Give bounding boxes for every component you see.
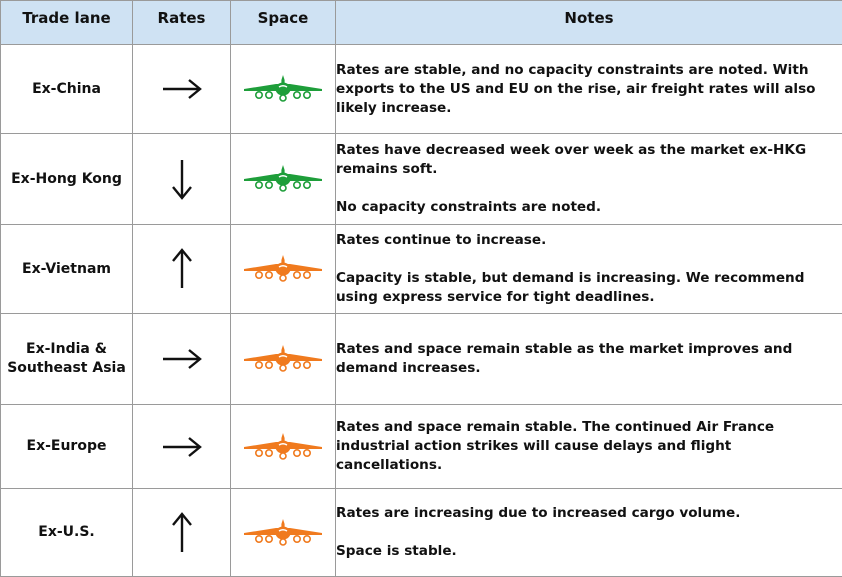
airplane-icon	[231, 518, 335, 548]
notes-cell	[336, 405, 842, 489]
trade-lane-cell: Ex-U.S.	[1, 489, 133, 577]
rate-cell	[133, 225, 231, 314]
note-text: No capacity constraints are noted.	[336, 199, 602, 215]
table-row	[1, 489, 842, 577]
table-row	[1, 314, 842, 405]
note-text: Capacity is stable, but demand is increasing. We recommend using express service for tight deadlines.	[336, 270, 805, 305]
header-trade-lane: Trade lane	[1, 1, 133, 45]
trade-lane-cell: Ex-China	[1, 45, 133, 134]
table-row	[1, 134, 842, 225]
arrow-down-icon	[133, 158, 230, 200]
note-text: Rates have decreased week over week as the market ex-HKG remains soft.	[336, 142, 807, 177]
note-text: Rates are increasing due to increased cargo volume.	[336, 505, 741, 521]
trade-lane-cell: Ex-Europe	[1, 405, 133, 489]
arrow-right-icon	[133, 344, 230, 374]
arrow-up-icon	[133, 512, 230, 554]
table-row	[1, 225, 842, 314]
trade-lane-cell: Ex-Hong Kong	[1, 134, 133, 225]
space-cell	[231, 405, 336, 489]
trade-lane-line: Southeast Asia	[7, 360, 126, 376]
note-text: Rates and space remain stable. The continued Air France industrial action strikes will cause delays and flight cancellations.	[336, 419, 775, 473]
note-text: Rates are stable, and no capacity constraints are noted. With exports to the US and EU on the rise, air freight rates will also likely increase.	[336, 61, 816, 116]
header-space: Space	[231, 1, 336, 45]
space-cell	[231, 489, 336, 577]
note-text: Rates and space remain stable as the market improves and demand increases.	[336, 341, 793, 376]
airplane-icon	[231, 344, 335, 374]
space-cell	[231, 45, 336, 134]
trade-lane-cell: Ex-Vietnam	[1, 225, 133, 314]
note-text: Rates continue to increase.	[336, 232, 547, 248]
airplane-icon	[231, 432, 335, 462]
arrow-right-icon	[133, 432, 230, 462]
arrow-up-icon	[133, 248, 230, 290]
airplane-icon	[231, 164, 335, 194]
header-rates: Rates	[133, 1, 231, 45]
notes-cell	[336, 225, 842, 314]
note-text: Space is stable.	[336, 543, 457, 559]
trade-lane-line: Ex-India &	[26, 341, 107, 357]
rate-cell	[133, 405, 231, 489]
notes-cell	[336, 314, 842, 405]
table-row	[1, 45, 842, 134]
notes-cell	[336, 489, 842, 577]
arrow-right-icon	[133, 74, 230, 104]
space-cell	[231, 314, 336, 405]
notes-cell	[336, 134, 842, 225]
rate-cell	[133, 134, 231, 225]
notes-cell	[336, 45, 842, 134]
header-notes: Notes	[336, 1, 842, 45]
airplane-icon	[231, 254, 335, 284]
rate-cell	[133, 45, 231, 134]
space-cell	[231, 225, 336, 314]
trade-lane-cell	[1, 314, 133, 405]
space-cell	[231, 134, 336, 225]
rate-cell	[133, 489, 231, 577]
rate-cell	[133, 314, 231, 405]
airplane-icon	[231, 74, 335, 104]
table-row	[1, 405, 842, 489]
header-row	[1, 1, 842, 45]
